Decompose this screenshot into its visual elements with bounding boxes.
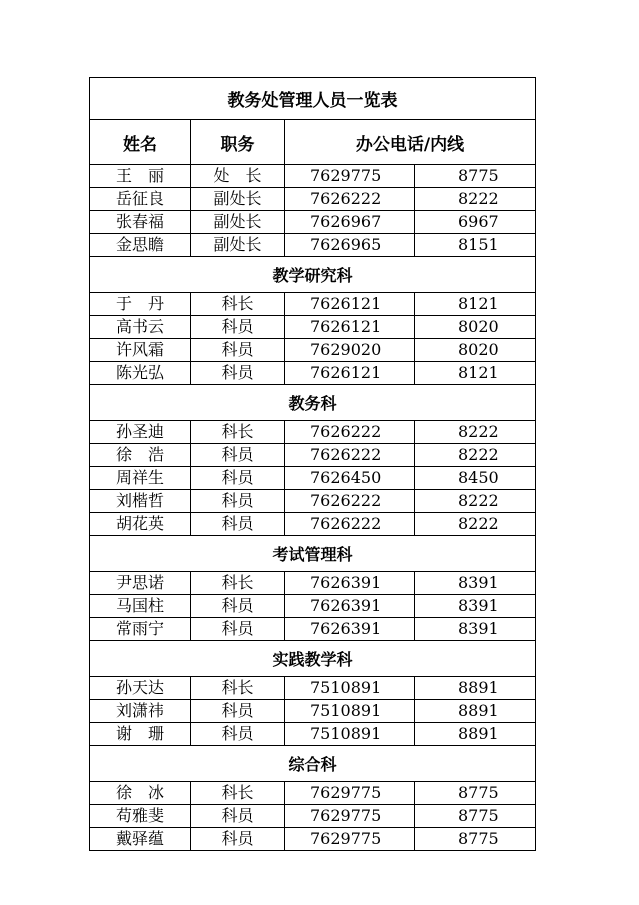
name-cell: 张春福	[90, 211, 191, 234]
column-header-position: 职务	[191, 120, 285, 165]
table-row	[90, 165, 536, 188]
name-cell: 王 丽	[90, 165, 191, 188]
table-row	[90, 805, 536, 828]
section-title: 教务科	[90, 385, 536, 421]
phone-cell: 7510891	[285, 700, 415, 723]
extension-cell: 8391	[415, 572, 536, 595]
phone-cell: 7629775	[285, 828, 415, 851]
phone-cell: 7626967	[285, 211, 415, 234]
name-cell: 苟雅斐	[90, 805, 191, 828]
table-row	[90, 293, 536, 316]
extension-cell: 8891	[415, 723, 536, 746]
header-row	[90, 120, 536, 165]
table-row	[90, 362, 536, 385]
position-cell: 科员	[191, 444, 285, 467]
column-header-name: 姓名	[90, 120, 191, 165]
extension-cell: 8450	[415, 467, 536, 490]
section-title: 教学研究科	[90, 257, 536, 293]
extension-cell: 8775	[415, 828, 536, 851]
name-cell: 马国柱	[90, 595, 191, 618]
table-row	[90, 421, 536, 444]
section-header-row	[90, 385, 536, 421]
extension-cell: 8391	[415, 618, 536, 641]
phone-cell: 7626450	[285, 467, 415, 490]
table-row	[90, 618, 536, 641]
position-cell: 科员	[191, 828, 285, 851]
position-cell: 副处长	[191, 234, 285, 257]
position-cell: 科员	[191, 595, 285, 618]
extension-cell: 8775	[415, 165, 536, 188]
name-cell: 金思瞻	[90, 234, 191, 257]
position-cell: 处 长	[191, 165, 285, 188]
extension-cell: 8891	[415, 677, 536, 700]
position-cell: 科员	[191, 513, 285, 536]
name-cell: 岳征良	[90, 188, 191, 211]
table-row	[90, 316, 536, 339]
phone-cell: 7626391	[285, 595, 415, 618]
name-cell: 刘楷哲	[90, 490, 191, 513]
position-cell: 科长	[191, 293, 285, 316]
phone-cell: 7626121	[285, 362, 415, 385]
section-title: 实践教学科	[90, 641, 536, 677]
table-row	[90, 467, 536, 490]
name-cell: 孙天达	[90, 677, 191, 700]
section-header-row	[90, 641, 536, 677]
position-cell: 科长	[191, 677, 285, 700]
phone-cell: 7626391	[285, 572, 415, 595]
position-cell: 科员	[191, 723, 285, 746]
section-header-row	[90, 536, 536, 572]
name-cell: 胡花英	[90, 513, 191, 536]
phone-cell: 7629775	[285, 165, 415, 188]
section-header-row	[90, 257, 536, 293]
phone-cell: 7626222	[285, 490, 415, 513]
table-row	[90, 782, 536, 805]
name-cell: 高书云	[90, 316, 191, 339]
phone-cell: 7629020	[285, 339, 415, 362]
extension-cell: 8121	[415, 293, 536, 316]
table-row	[90, 211, 536, 234]
name-cell: 周祥生	[90, 467, 191, 490]
extension-cell: 8391	[415, 595, 536, 618]
table-title: 教务处管理人员一览表	[90, 78, 536, 120]
phone-cell: 7626965	[285, 234, 415, 257]
table-row	[90, 828, 536, 851]
name-cell: 尹思诺	[90, 572, 191, 595]
table-row	[90, 490, 536, 513]
position-cell: 科长	[191, 572, 285, 595]
phone-cell: 7626222	[285, 513, 415, 536]
phone-cell: 7626391	[285, 618, 415, 641]
column-header-phone: 办公电话/内线	[285, 120, 536, 165]
section-title: 综合科	[90, 746, 536, 782]
phone-cell: 7510891	[285, 677, 415, 700]
position-cell: 科员	[191, 618, 285, 641]
table-row	[90, 234, 536, 257]
extension-cell: 8891	[415, 700, 536, 723]
extension-cell: 8020	[415, 316, 536, 339]
name-cell: 孙圣迪	[90, 421, 191, 444]
name-cell: 谢 珊	[90, 723, 191, 746]
title-row	[90, 78, 536, 120]
table-row	[90, 444, 536, 467]
name-cell: 陈光弘	[90, 362, 191, 385]
position-cell: 科员	[191, 316, 285, 339]
section-header-row	[90, 746, 536, 782]
extension-cell: 8222	[415, 513, 536, 536]
name-cell: 许风霜	[90, 339, 191, 362]
name-cell: 常雨宁	[90, 618, 191, 641]
table-row	[90, 339, 536, 362]
phone-cell: 7626222	[285, 444, 415, 467]
extension-cell: 8222	[415, 444, 536, 467]
name-cell: 于 丹	[90, 293, 191, 316]
position-cell: 科员	[191, 339, 285, 362]
phone-cell: 7626121	[285, 293, 415, 316]
position-cell: 副处长	[191, 188, 285, 211]
table-row	[90, 595, 536, 618]
position-cell: 副处长	[191, 211, 285, 234]
extension-cell: 8222	[415, 188, 536, 211]
table-row	[90, 723, 536, 746]
position-cell: 科长	[191, 421, 285, 444]
name-cell: 戴驿蕴	[90, 828, 191, 851]
position-cell: 科员	[191, 490, 285, 513]
table-row	[90, 188, 536, 211]
extension-cell: 8121	[415, 362, 536, 385]
extension-cell: 8222	[415, 421, 536, 444]
extension-cell: 8775	[415, 805, 536, 828]
position-cell: 科员	[191, 362, 285, 385]
position-cell: 科长	[191, 782, 285, 805]
table-row	[90, 572, 536, 595]
section-title: 考试管理科	[90, 536, 536, 572]
name-cell: 刘潇祎	[90, 700, 191, 723]
position-cell: 科员	[191, 700, 285, 723]
extension-cell: 8222	[415, 490, 536, 513]
table-row	[90, 513, 536, 536]
table-row	[90, 677, 536, 700]
phone-cell: 7629775	[285, 805, 415, 828]
position-cell: 科员	[191, 467, 285, 490]
extension-cell: 8020	[415, 339, 536, 362]
phone-cell: 7626222	[285, 421, 415, 444]
extension-cell: 8775	[415, 782, 536, 805]
phone-cell: 7629775	[285, 782, 415, 805]
position-cell: 科员	[191, 805, 285, 828]
name-cell: 徐 浩	[90, 444, 191, 467]
phone-cell: 7626121	[285, 316, 415, 339]
extension-cell: 8151	[415, 234, 536, 257]
extension-cell: 6967	[415, 211, 536, 234]
phone-cell: 7510891	[285, 723, 415, 746]
staff-directory-table	[89, 77, 536, 851]
table-row	[90, 700, 536, 723]
name-cell: 徐 冰	[90, 782, 191, 805]
phone-cell: 7626222	[285, 188, 415, 211]
